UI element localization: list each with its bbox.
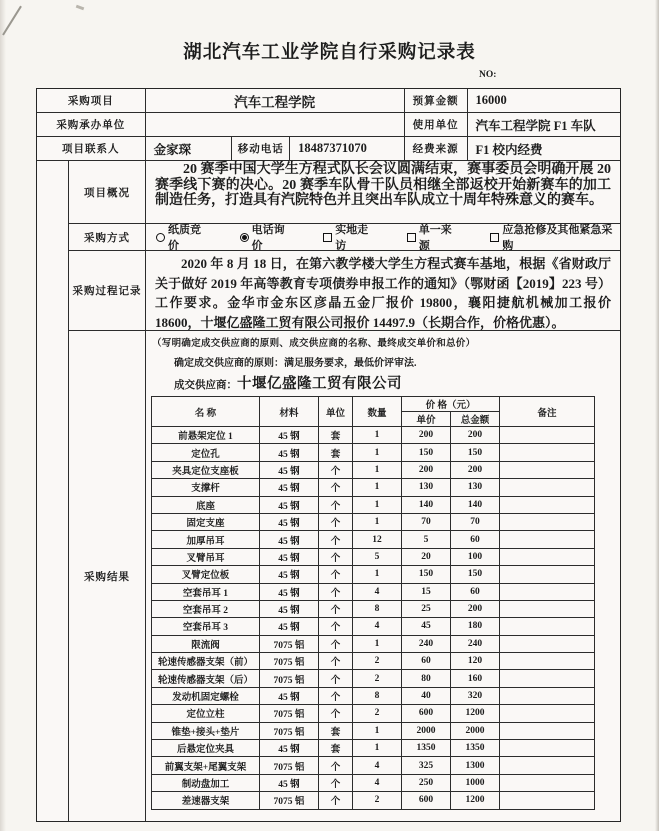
result-label: 采购结果: [69, 331, 146, 821]
item-name-cell: 轮速传感器支架（后）: [152, 670, 260, 687]
item-name-cell: 支撑杆: [152, 479, 260, 496]
item-qty-cell: 1: [353, 722, 402, 739]
item-total-cell: 140: [451, 496, 500, 513]
item-unit-price-cell: 250: [402, 774, 451, 791]
col-header-price-group: 价 格（元）: [402, 397, 500, 412]
row-contact: [37, 137, 620, 161]
item-remark-cell: [500, 687, 595, 704]
item-material-cell: 45 钢: [260, 583, 319, 600]
method-option: [323, 224, 378, 250]
col-header-material: 材料: [260, 397, 319, 427]
table-row: [152, 705, 595, 722]
item-material-cell: 45 钢: [260, 774, 319, 791]
document-number-label: NO:: [479, 70, 497, 80]
item-unit-price-cell: 325: [402, 757, 451, 774]
item-unit-price-cell: 15: [402, 583, 451, 600]
item-name-cell: 轮速传感器支架（前）: [152, 653, 260, 670]
item-material-cell: 45 钢: [260, 600, 319, 617]
item-unit-price-cell: 2000: [402, 722, 451, 739]
item-unit-price-cell: 25: [402, 600, 451, 617]
method-option: [407, 224, 462, 250]
item-material-cell: 45 钢: [260, 496, 319, 513]
item-remark-cell: [500, 653, 595, 670]
item-unit-cell: 个: [319, 618, 353, 635]
procurement-form: [36, 88, 621, 822]
contact-label: 项目联系人: [37, 137, 146, 160]
item-name-cell: 前悬架定位 1: [152, 427, 260, 444]
item-unit-cell: 个: [319, 670, 353, 687]
item-qty-cell: 8: [353, 687, 402, 704]
table-row: [152, 566, 595, 583]
item-unit-cell: 个: [319, 479, 353, 496]
table-row: [152, 444, 595, 461]
radio-icon-checked: [240, 233, 249, 242]
item-qty-cell: 2: [353, 653, 402, 670]
item-remark-cell: [500, 774, 595, 791]
item-unit-cell: 个: [319, 583, 353, 600]
table-row: [152, 722, 595, 739]
item-qty-cell: 4: [353, 757, 402, 774]
item-total-cell: 60: [451, 583, 500, 600]
supplier-label: 成交供应商：: [174, 380, 237, 391]
project-label: 采购项目: [37, 89, 146, 112]
method-option-label: 单一来源: [418, 224, 452, 250]
item-material-cell: 7075 铝: [260, 792, 319, 809]
scan-edge-shadow-left: [0, 0, 6, 831]
item-name-cell: 叉臂吊耳: [152, 548, 260, 565]
item-remark-cell: [500, 792, 595, 809]
item-qty-cell: 1: [353, 496, 402, 513]
item-unit-cell: 套: [319, 722, 353, 739]
item-name-cell: 固定支座: [152, 513, 260, 530]
item-remark-cell: [500, 566, 595, 583]
item-material-cell: 7075 铝: [260, 722, 319, 739]
item-material-cell: 7075 铝: [260, 705, 319, 722]
method-option: [240, 224, 295, 250]
item-remark-cell: [500, 635, 595, 652]
item-material-cell: 7075 铝: [260, 670, 319, 687]
item-total-cell: 320: [451, 687, 500, 704]
table-row: [152, 774, 595, 791]
result-note: （写明确定成交供应商的原则、成交供应商的名称、最终成交单价和总价）: [152, 339, 476, 349]
item-unit-cell: 个: [319, 705, 353, 722]
item-material-cell: 45 钢: [260, 618, 319, 635]
item-material-cell: 7075 铝: [260, 757, 319, 774]
method-options: [146, 224, 620, 250]
item-name-cell: 加厚吊耳: [152, 531, 260, 548]
items-table: [151, 396, 595, 810]
item-unit-cell: 个: [319, 461, 353, 478]
method-label: 采购方式: [69, 224, 146, 250]
item-total-cell: 160: [451, 670, 500, 687]
item-total-cell: 150: [451, 444, 500, 461]
item-material-cell: 45 钢: [260, 513, 319, 530]
fund-source-label: 经费来源: [405, 137, 468, 160]
item-total-cell: 180: [451, 618, 500, 635]
item-total-cell: 1200: [451, 792, 500, 809]
item-unit-cell: 套: [319, 444, 353, 461]
item-name-cell: 限流阀: [152, 635, 260, 652]
item-qty-cell: 4: [353, 774, 402, 791]
item-unit-price-cell: 200: [402, 427, 451, 444]
item-material-cell: 7075 铝: [260, 653, 319, 670]
item-remark-cell: [500, 722, 595, 739]
method-option-label: 电话询价: [251, 224, 285, 250]
item-qty-cell: 1: [353, 513, 402, 530]
item-qty-cell: 1: [353, 461, 402, 478]
item-qty-cell: 12: [353, 531, 402, 548]
item-material-cell: 45 钢: [260, 461, 319, 478]
item-remark-cell: [500, 427, 595, 444]
item-qty-cell: 8: [353, 600, 402, 617]
item-remark-cell: [500, 740, 595, 757]
item-material-cell: 45 钢: [260, 427, 319, 444]
item-unit-cell: 个: [319, 548, 353, 565]
item-remark-cell: [500, 600, 595, 617]
item-total-cell: 200: [451, 427, 500, 444]
item-unit-cell: 套: [319, 740, 353, 757]
item-total-cell: 1200: [451, 705, 500, 722]
table-row: [152, 479, 595, 496]
table-row: [152, 687, 595, 704]
item-remark-cell: [500, 548, 595, 565]
col-header-unit-price: 单价: [402, 412, 451, 427]
item-unit-cell: 个: [319, 687, 353, 704]
row-overview: [69, 161, 620, 224]
col-header-total: 总金额: [451, 412, 500, 427]
item-qty-cell: 4: [353, 618, 402, 635]
item-unit-price-cell: 140: [402, 496, 451, 513]
item-unit-cell: 个: [319, 792, 353, 809]
item-remark-cell: [500, 461, 595, 478]
item-total-cell: 1350: [451, 740, 500, 757]
budget-label: 预算金额: [405, 89, 468, 112]
item-unit-price-cell: 200: [402, 461, 451, 478]
table-row: [152, 548, 595, 565]
item-name-cell: 叉臂定位板: [152, 566, 260, 583]
scan-edge-shadow-right: [655, 0, 659, 831]
item-remark-cell: [500, 479, 595, 496]
item-unit-price-cell: 20: [402, 548, 451, 565]
item-name-cell: 锥垫+接头+垫片: [152, 722, 260, 739]
item-total-cell: 1300: [451, 757, 500, 774]
form-lower-block: [37, 161, 620, 821]
item-qty-cell: 1: [353, 740, 402, 757]
fund-source-value: F1 校内经费: [475, 142, 543, 157]
col-header-qty: 数量: [353, 397, 402, 427]
item-qty-cell: 5: [353, 548, 402, 565]
item-qty-cell: 1: [353, 427, 402, 444]
item-name-cell: 差速器支架: [152, 792, 260, 809]
item-material-cell: 45 钢: [260, 531, 319, 548]
row-process: [69, 251, 620, 331]
using-unit-label: 使用单位: [405, 113, 468, 136]
item-total-cell: 1000: [451, 774, 500, 791]
item-remark-cell: [500, 583, 595, 600]
table-row: [152, 670, 595, 687]
table-row: [152, 792, 595, 809]
item-name-cell: 发动机固定螺栓: [152, 687, 260, 704]
item-qty-cell: 4: [353, 583, 402, 600]
organizer-label: 采购承办单位: [37, 113, 146, 136]
table-row: [152, 653, 595, 670]
item-unit-price-cell: 600: [402, 705, 451, 722]
col-header-remark: 备注: [500, 397, 595, 427]
item-name-cell: 后悬定位夹具: [152, 740, 260, 757]
item-total-cell: 70: [451, 513, 500, 530]
item-qty-cell: 2: [353, 792, 402, 809]
budget-value: 16000: [475, 93, 507, 107]
item-name-cell: 定位立柱: [152, 705, 260, 722]
overview-label: 项目概况: [69, 161, 146, 223]
item-material-cell: 45 钢: [260, 566, 319, 583]
method-option-label: 纸质竞价: [168, 224, 201, 250]
row-organizer: [37, 113, 620, 137]
item-unit-cell: 个: [319, 653, 353, 670]
item-total-cell: 130: [451, 479, 500, 496]
item-total-cell: 240: [451, 635, 500, 652]
method-option-label: 实地走访: [335, 224, 369, 250]
table-row: [152, 757, 595, 774]
item-name-cell: 空套吊耳 1: [152, 583, 260, 600]
item-remark-cell: [500, 618, 595, 635]
item-unit-cell: 个: [319, 600, 353, 617]
table-row: [152, 740, 595, 757]
process-label: 采购过程记录: [69, 251, 146, 330]
item-material-cell: 45 钢: [260, 444, 319, 461]
page-title: 湖北汽车工业学院自行采购记录表: [183, 43, 476, 63]
project-value: 汽车工程学院: [146, 89, 405, 112]
item-name-cell: 定位孔: [152, 444, 260, 461]
item-remark-cell: [500, 444, 595, 461]
table-row: [152, 513, 595, 530]
radio-icon: [156, 233, 165, 242]
item-total-cell: 100: [451, 548, 500, 565]
side-spacer-column: [37, 161, 69, 821]
checkbox-icon: [490, 233, 499, 242]
item-remark-cell: [500, 513, 595, 530]
row-result: [69, 331, 620, 821]
item-unit-price-cell: 70: [402, 513, 451, 530]
item-remark-cell: [500, 496, 595, 513]
item-unit-price-cell: 1350: [402, 740, 451, 757]
mobile-label: 移动电话: [232, 137, 290, 160]
item-unit-cell: 个: [319, 566, 353, 583]
item-unit-price-cell: 40: [402, 687, 451, 704]
method-option: [490, 224, 620, 250]
item-unit-cell: 个: [319, 531, 353, 548]
item-name-cell: 夹具定位支座板: [152, 461, 260, 478]
item-unit-price-cell: 600: [402, 792, 451, 809]
item-material-cell: 45 钢: [260, 548, 319, 565]
item-qty-cell: 1: [353, 479, 402, 496]
item-total-cell: 120: [451, 653, 500, 670]
item-unit-cell: 个: [319, 635, 353, 652]
item-name-cell: 空套吊耳 2: [152, 600, 260, 617]
col-header-name: 名 称: [152, 397, 260, 427]
item-unit-price-cell: 5: [402, 531, 451, 548]
item-name-cell: 底座: [152, 496, 260, 513]
item-unit-price-cell: 240: [402, 635, 451, 652]
item-remark-cell: [500, 670, 595, 687]
table-row: [152, 600, 595, 617]
table-row: [152, 618, 595, 635]
item-material-cell: 45 钢: [260, 479, 319, 496]
item-unit-price-cell: 150: [402, 566, 451, 583]
item-remark-cell: [500, 531, 595, 548]
table-row: [152, 461, 595, 478]
item-unit-price-cell: 60: [402, 653, 451, 670]
item-unit-cell: 套: [319, 427, 353, 444]
item-unit-price-cell: 45: [402, 618, 451, 635]
table-row: [152, 427, 595, 444]
item-name-cell: 前翼支架+尾翼支架: [152, 757, 260, 774]
item-total-cell: 200: [451, 461, 500, 478]
item-remark-cell: [500, 757, 595, 774]
supplier-line: [174, 372, 402, 393]
table-row: [152, 635, 595, 652]
item-unit-cell: 个: [319, 774, 353, 791]
organizer-value: [146, 113, 405, 136]
item-material-cell: 45 钢: [260, 687, 319, 704]
item-qty-cell: 1: [353, 566, 402, 583]
item-unit-price-cell: 80: [402, 670, 451, 687]
col-header-unit: 单位: [319, 397, 353, 427]
checkbox-icon: [407, 233, 416, 242]
item-unit-cell: 个: [319, 757, 353, 774]
scan-artifact-dot: [76, 5, 85, 11]
item-total-cell: 200: [451, 600, 500, 617]
item-material-cell: 7075 铝: [260, 635, 319, 652]
item-total-cell: 60: [451, 531, 500, 548]
row-method: [69, 224, 620, 251]
item-qty-cell: 1: [353, 444, 402, 461]
item-material-cell: 45 钢: [260, 740, 319, 757]
item-unit-cell: 个: [319, 513, 353, 530]
item-total-cell: 150: [451, 566, 500, 583]
using-unit-value: 汽车工程学院 F1 车队: [475, 118, 596, 133]
process-text: 2020 年 8 月 18 日，在第六教学楼大学生方程式赛车基地，根据《省财政厅关于做好 2019 年高等教育专项债券申报工作的通知》（鄂财函【2019】223 号）工作要求。金华市金东区彦晶五金厂报价 19800，襄阳捷航机械加工报价 18600，十堰亿盛隆工贸有限公司报价 14497.9（长期合作，价格优惠）。: [155, 256, 611, 330]
item-name-cell: 制动盘加工: [152, 774, 260, 791]
item-qty-cell: 1: [353, 635, 402, 652]
item-qty-cell: 2: [353, 670, 402, 687]
result-principle: 确定成交供应商的原则：满足服务要求，最低价评审法.: [174, 358, 417, 369]
table-row: [152, 583, 595, 600]
item-total-cell: 2000: [451, 722, 500, 739]
checkbox-icon: [323, 233, 332, 242]
overview-text: 20 赛季中国大学生方程式队长会议圆满结束，赛事委员会明确开展 20 赛季线下赛的决心。20 赛季车队骨干队员相继全部返校开始新赛车的加工制造任务，打造具有汽院特色并且突出车队成立十周年特殊意义的赛车。: [155, 162, 611, 209]
item-unit-price-cell: 130: [402, 479, 451, 496]
table-row: [152, 496, 595, 513]
item-remark-cell: [500, 705, 595, 722]
item-unit-cell: 个: [319, 496, 353, 513]
table-row: [152, 531, 595, 548]
item-unit-price-cell: 150: [402, 444, 451, 461]
item-qty-cell: 2: [353, 705, 402, 722]
method-option: [156, 224, 211, 250]
method-option-label: 应急抢修及其他紧急采购: [502, 224, 613, 250]
row-project: [37, 89, 620, 113]
item-name-cell: 空套吊耳 3: [152, 618, 260, 635]
contact-name: 金家琛: [146, 137, 233, 160]
supplier-name: 十堰亿盛隆工贸有限公司: [237, 376, 402, 392]
mobile-value: 18487371070: [290, 137, 405, 160]
